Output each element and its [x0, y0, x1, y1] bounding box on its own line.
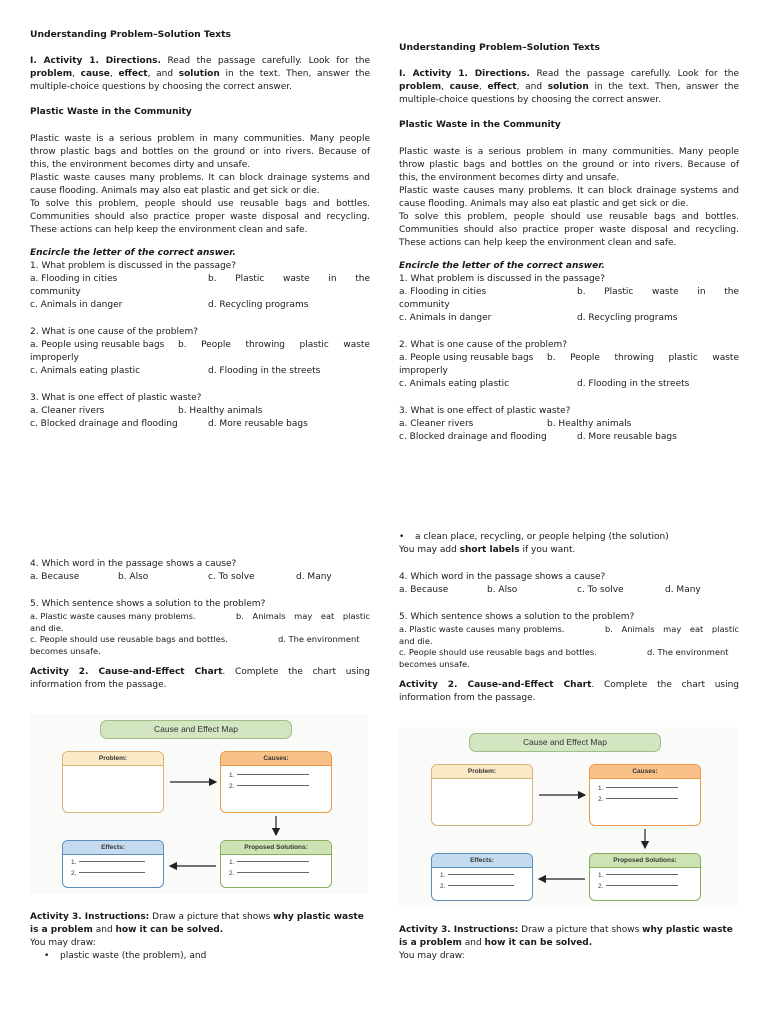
question-stem: 3. What is one effect of plastic waste?: [399, 406, 571, 416]
passage-title: Plastic Waste in the Community: [30, 107, 192, 117]
option-c[interactable]: c. Blocked drainage and flooding: [30, 419, 178, 429]
left-column-lower: [30, 558, 370, 692]
activity1-directions: I. Activity 1. Directions. Read the passage carefully. Look for the problem, cause, effect, and solution in the text. Then, answer the multiple-choice questions by choosing the correct answer.: [399, 69, 740, 105]
option-b[interactable]: b. People throwing plastic waste: [178, 340, 370, 350]
option-b[interactable]: b. Animals may eat plastic: [605, 624, 739, 634]
option-b-cont: community: [399, 300, 450, 310]
passage-p1: Plastic waste is a serious problem in many communities. Many people throw plastic bags and bottles on the ground or into rivers. Because of this, the environment becomes dirty and unsafe.: [399, 147, 739, 183]
causes-box[interactable]: Causes: 1. 2.: [220, 751, 332, 813]
option-d[interactable]: d. More reusable bags: [208, 419, 308, 429]
option-a[interactable]: a. Flooding in cities: [30, 274, 118, 284]
option-d[interactable]: d. More reusable bags: [577, 432, 677, 442]
option-b[interactable]: b. Animals may eat plastic: [236, 611, 370, 621]
option-d[interactable]: d. Recycling programs: [208, 300, 309, 310]
list-item: • a clean place, recycling, or people helping (the solution): [385, 531, 739, 544]
question-5: [30, 598, 370, 657]
question-stem: 4. Which word in the passage shows a cause?: [30, 559, 237, 569]
map-title: Cause and Effect Map: [469, 733, 661, 752]
question-3: [30, 392, 370, 431]
option-d-cont: becomes unsafe.: [30, 645, 101, 656]
activity3-directions: Activity 3. Instructions: Draw a picture that shows why plastic waste is a problem and how it can be solved.: [399, 925, 733, 948]
effects-box[interactable]: Effects: 1. 2.: [431, 853, 533, 901]
question-4: [30, 558, 370, 584]
option-a[interactable]: a. Plastic waste causes many problems.: [30, 611, 196, 621]
question-stem: 2. What is one cause of the problem?: [30, 327, 199, 337]
option-a[interactable]: a. Because: [399, 585, 449, 595]
question-4: [399, 571, 739, 597]
activity3-left: [30, 911, 370, 963]
instruction: Encircle the letter of the correct answer.: [399, 261, 605, 271]
option-d-cont: becomes unsafe.: [399, 658, 470, 669]
causes-box[interactable]: Causes: 1. 2.: [589, 764, 701, 826]
labels-note: You may add short labels if you want.: [399, 545, 576, 555]
option-b[interactable]: b. Also: [118, 572, 149, 582]
question-stem: 1. What problem is discussed in the passage?: [399, 274, 605, 284]
question-stem: 5. Which sentence shows a solution to the problem?: [399, 612, 635, 622]
question-1: [30, 260, 370, 312]
option-b[interactable]: b. Plastic waste in the: [577, 287, 739, 297]
option-a[interactable]: a. Because: [30, 572, 80, 582]
activity1-directions: I. Activity 1. Directions. Read the passage carefully. Look for the problem, cause, effect, and solution in the text. Then, answer the multiple-choice questions by choosing the correct answer.: [30, 56, 371, 92]
option-a[interactable]: a. Cleaner rivers: [399, 419, 474, 429]
right-column-lower: [399, 531, 739, 705]
option-a[interactable]: a. Flooding in cities: [399, 287, 487, 297]
option-d[interactable]: d. Many: [296, 572, 332, 582]
option-d[interactable]: d. The environment: [647, 647, 729, 657]
question-5: [399, 611, 739, 670]
option-b-cont: improperly: [30, 353, 79, 363]
may-draw: You may draw:: [30, 938, 96, 948]
option-b-cont: community: [30, 287, 81, 297]
option-c[interactable]: c. Animals eating plastic: [30, 366, 141, 376]
option-c[interactable]: c. People should use reusable bags and bottles.: [399, 647, 597, 657]
activity2-directions: Activity 2. Cause-and-Effect Chart. Complete the chart using information from the passage.: [399, 680, 740, 703]
option-b-cont: improperly: [399, 366, 448, 376]
option-d[interactable]: d. Flooding in the streets: [208, 366, 321, 376]
effects-box[interactable]: Effects: 1. 2.: [62, 840, 164, 888]
instruction: Encircle the letter of the correct answer.: [30, 248, 236, 258]
problem-box[interactable]: Problem:: [431, 764, 533, 826]
list-item: • plastic waste (the problem), and: [30, 950, 370, 963]
option-b[interactable]: b. Healthy animals: [547, 419, 632, 429]
option-b[interactable]: b. Also: [487, 585, 518, 595]
option-c[interactable]: c. Animals eating plastic: [399, 379, 510, 389]
question-2: [399, 339, 739, 391]
option-a[interactable]: a. People using reusable bags: [30, 340, 165, 350]
option-c[interactable]: c. Animals in danger: [399, 313, 492, 323]
option-a[interactable]: a. People using reusable bags: [399, 353, 534, 363]
passage-title: Plastic Waste in the Community: [399, 120, 561, 130]
page-title: Understanding Problem–Solution Texts: [30, 29, 231, 40]
option-c[interactable]: c. People should use reusable bags and bottles.: [30, 634, 228, 644]
question-1: [399, 273, 739, 325]
passage-p1: Plastic waste is a serious problem in many communities. Many people throw plastic bags and bottles on the ground or into rivers. Because of this, the environment becomes dirty and unsafe.: [30, 134, 370, 170]
option-b-cont: and die.: [30, 622, 64, 633]
right-column: [399, 41, 739, 444]
may-draw: You may draw:: [399, 951, 465, 961]
option-c[interactable]: c. To solve: [577, 585, 624, 595]
map-title: Cause and Effect Map: [100, 720, 292, 739]
draw-list-continued: [385, 531, 739, 544]
option-c[interactable]: c. Animals in danger: [30, 300, 123, 310]
option-d[interactable]: d. Flooding in the streets: [577, 379, 690, 389]
option-c[interactable]: c. To solve: [208, 572, 255, 582]
cause-effect-map: [399, 727, 737, 907]
question-3: [399, 405, 739, 444]
activity3-right: [399, 924, 739, 963]
solutions-box[interactable]: Proposed Solutions: 1. 2.: [220, 840, 332, 888]
option-a[interactable]: a. Cleaner rivers: [30, 406, 105, 416]
activity3-directions: Activity 3. Instructions: Draw a picture that shows why plastic waste is a problem and how it can be solved.: [30, 912, 364, 935]
question-stem: 4. Which word in the passage shows a cause?: [399, 572, 606, 582]
passage-p3: To solve this problem, people should use reusable bags and bottles. Communities should also practice proper waste disposal and recycling. These actions can help keep the environment clean and safe.: [30, 199, 370, 235]
question-stem: 2. What is one cause of the problem?: [399, 340, 568, 350]
draw-list: [30, 950, 370, 963]
page-title: Understanding Problem–Solution Texts: [399, 42, 600, 53]
option-c[interactable]: c. Blocked drainage and flooding: [399, 432, 547, 442]
option-b-cont: and die.: [399, 635, 433, 646]
problem-box[interactable]: Problem:: [62, 751, 164, 813]
activity2-directions: Activity 2. Cause-and-Effect Chart. Complete the chart using information from the passage.: [30, 667, 371, 690]
option-d[interactable]: d. Recycling programs: [577, 313, 678, 323]
passage-p3: To solve this problem, people should use reusable bags and bottles. Communities should also practice proper waste disposal and recycling. These actions can help keep the environment clean and safe.: [399, 212, 739, 248]
left-column: [30, 28, 370, 431]
option-a[interactable]: a. Plastic waste causes many problems.: [399, 624, 565, 634]
question-stem: 3. What is one effect of plastic waste?: [30, 393, 202, 403]
option-b[interactable]: b. Healthy animals: [178, 406, 263, 416]
option-d[interactable]: d. The environment: [278, 634, 360, 644]
option-b[interactable]: b. Plastic waste in the: [208, 274, 370, 284]
solutions-box[interactable]: Proposed Solutions: 1. 2.: [589, 853, 701, 901]
cause-effect-map: [30, 714, 368, 894]
passage-p2: Plastic waste causes many problems. It can block drainage systems and cause flooding. Animals may also eat plastic and get sick or die.: [399, 186, 739, 209]
question-2: [30, 326, 370, 378]
option-b[interactable]: b. People throwing plastic waste: [547, 353, 739, 363]
option-d[interactable]: d. Many: [665, 585, 701, 595]
question-stem: 5. Which sentence shows a solution to the problem?: [30, 599, 266, 609]
passage-p2: Plastic waste causes many problems. It can block drainage systems and cause flooding. Animals may also eat plastic and get sick or die.: [30, 173, 370, 196]
question-stem: 1. What problem is discussed in the passage?: [30, 261, 236, 271]
